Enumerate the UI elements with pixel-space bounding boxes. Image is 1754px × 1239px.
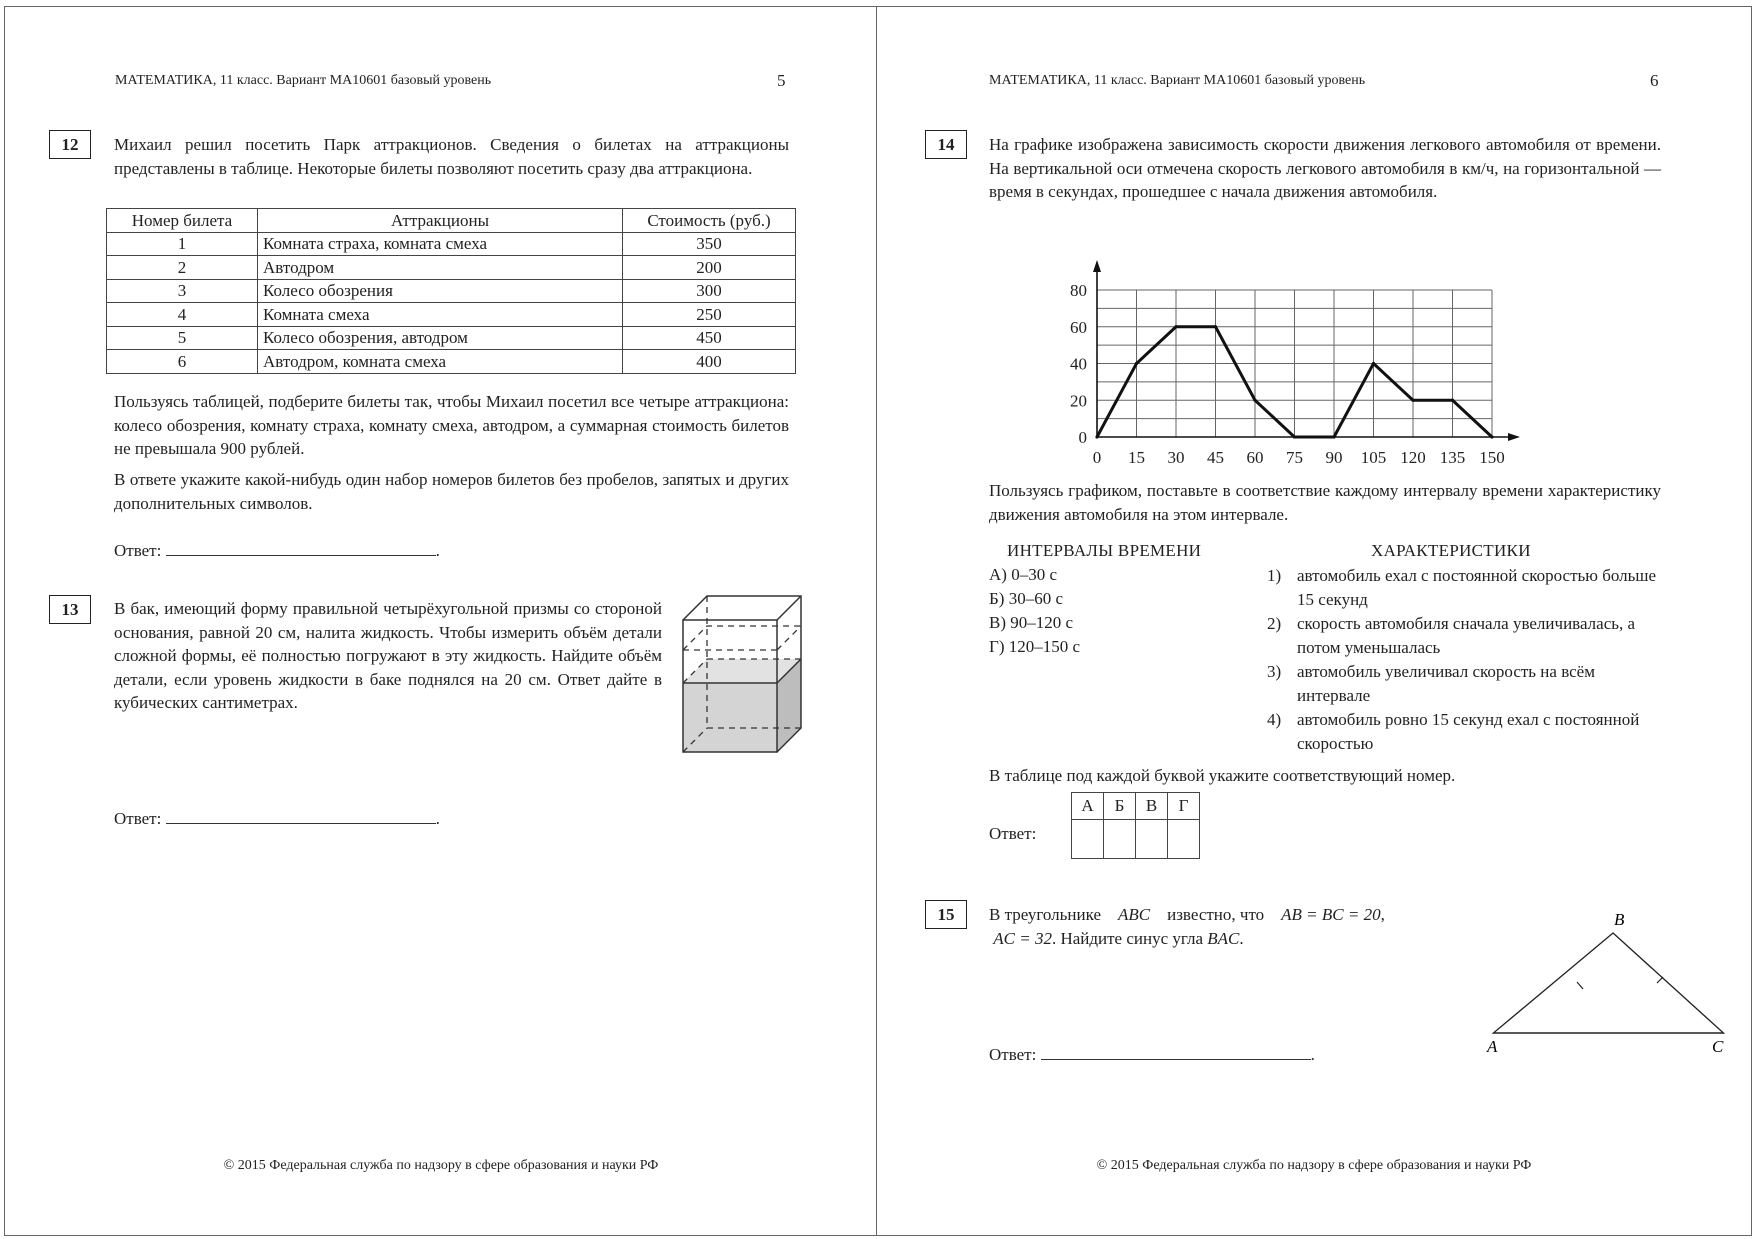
task15-text-part: известно, что [1167,905,1265,924]
y-tick-label: 60 [1070,317,1087,337]
data-point [1095,435,1098,438]
table-row [107,303,796,327]
interval-text: 30–60 с [1008,589,1063,608]
interval-item [989,589,1063,609]
ticket-attractions: Автодром [258,256,623,280]
data-point [1135,362,1138,365]
ticket-price: 250 [623,303,796,327]
page-footer: © 2015 Федеральная служба по надзору в сфере образования и науки РФ [1096,1158,1532,1173]
ticket-attractions: Колесо обозрения, автодром [258,326,623,350]
interval-text: 90–120 с [1010,613,1074,632]
task14-answer-label: Ответ: [989,824,1037,843]
left-page [4,6,878,1236]
y-axis-arrow [1093,260,1101,272]
liquid-front [683,683,777,752]
characteristic-text: автомобиль увеличивал скорость на всём интервале [1297,662,1595,705]
characteristic-text: скорость автомобиля сначала увеличивалась, а потом уменьшалась [1297,614,1636,657]
table-header-row [107,209,796,233]
y-tick-label: 80 [1070,281,1087,300]
table-row [107,279,796,303]
interval-text: 120–150 с [1008,637,1081,656]
table-row [107,326,796,350]
characteristic-text: автомобиль ровно 15 секунд ехал с постоянной скоростью [1297,710,1640,753]
ticket-attractions: Комната смеха [258,303,623,327]
ticket-number: 2 [107,256,258,280]
data-point [1490,435,1493,438]
task15-text-part: . Найдите синус угла [1051,928,1204,948]
ticket-attractions: Автодром, комната смеха [258,350,623,374]
tickets-table [106,208,796,374]
data-point [1411,399,1414,402]
column-header: Номер билета [107,209,258,233]
ticket-number: 3 [107,279,258,303]
answer-cell[interactable] [1136,820,1168,859]
ticket-number: 5 [107,326,258,350]
task15-math: AB = BC = 20 [1281,905,1381,924]
ticket-number: 1 [107,232,258,256]
ticket-price: 450 [623,326,796,350]
column-header: Аттракционы [258,209,623,233]
task13-answer: Ответ: . [114,809,440,828]
answer-label: Ответ: [114,809,162,828]
data-point [1293,435,1296,438]
answer-line[interactable] [1041,1045,1311,1060]
x-tick-label: 0 [1092,448,1102,467]
x-tick-label: 150 [1479,448,1505,467]
answer-cell[interactable] [1168,820,1200,859]
column-header: Стоимость (руб.) [623,209,796,233]
task-number-14: 14 [925,130,967,159]
y-tick-label: 40 [1070,354,1087,374]
task13-text: В бак, имеющий форму правильной четырёхугольной призмы со стороной основания, равной 20 см, налита жидкость. Чтобы измерить объём детали сложной формы, её полностью погружают в эту жидкость. Найдите объём детали, если уровень жидкости в баке поднялся на 20 см. Ответ дайте в кубических сантиметрах. [114,599,662,712]
characteristics-title: ХАРАКТЕРИСТИКИ [1371,541,1531,560]
y-tick-label: 0 [1078,428,1087,447]
task15-math: BAC [1207,928,1240,948]
interval-item [989,613,1073,633]
interval-letter: В) [989,613,1006,632]
x-tick-label: 45 [1207,448,1224,467]
ticket-price: 200 [623,256,796,280]
task-number-15: 15 [925,900,967,929]
task14-question: Пользуясь графиком, поставьте в соответствие каждому интервалу времени характеристику движения автомобиля на этом интервале. [989,481,1661,524]
x-axis-arrow [1508,433,1520,441]
task12-answer: Ответ: . [114,541,440,560]
x-tick-label: 60 [1246,448,1264,467]
ticket-price: 350 [623,232,796,256]
x-tick-label: 75 [1286,448,1303,467]
task15-text-part: В треугольнике [989,905,1101,924]
interval-letter: А) [989,565,1007,584]
ticket-price: 400 [623,350,796,374]
task15-text [989,903,1469,950]
answer-letter: В [1136,793,1168,820]
task15-math: ABC [1118,905,1151,924]
x-tick-label: 105 [1360,448,1387,467]
answer-letter: Г [1168,793,1200,820]
answer-label: Ответ: [989,1045,1037,1064]
characteristic-number: 2) [1267,614,1282,633]
answer-cell[interactable] [1072,820,1104,859]
answer-label: Ответ: [114,541,162,560]
task15-text-part: . [1239,928,1244,948]
task12-intro: Михаил решил посетить Парк аттракционов. Сведения о билетах на аттракционы представлены в таблице. Некоторые билеты позволяют посетить сразу два аттракциона. [114,135,789,178]
answer-cell[interactable] [1104,820,1136,859]
answer-cells-row [1072,820,1200,859]
data-point [1372,362,1375,365]
table-row [107,232,796,256]
characteristic-number: 1) [1267,566,1282,585]
data-point [1253,399,1256,402]
task12-question: Пользуясь таблицей, подберите билеты так, чтобы Михаил посетил все четыре аттракциона: колесо обозрения, комнату страха, комнату смеха, автодром, а суммарная стоимость билетов не превышала 900 рублей. [114,392,789,458]
vertex-a-label: A [1487,1037,1498,1056]
ticket-price: 300 [623,279,796,303]
interval-letter: Г) [989,637,1005,656]
ticket-attractions: Колесо обозрения [258,279,623,303]
task15-answer: Ответ: . [989,1045,1315,1064]
data-point [1332,435,1335,438]
ticket-number: 6 [107,350,258,374]
x-tick-label: 135 [1439,448,1466,467]
task14-intro: На графике изображена зависимость скорости движения легкового автомобиля от времени. На вертикальной оси отмечена скорость легкового автомобиля в км/ч, на горизонтальной — время в секундах, прошедшее с начала движения автомобиля. [989,135,1661,201]
task15-math: AC = 32 [993,928,1052,948]
page-footer: © 2015 Федеральная служба по надзору в сфере образования и науки РФ [223,1158,659,1173]
characteristic-number: 3) [1267,662,1282,681]
page-header: МАТЕМАТИКА, 11 класс. Вариант МА10601 базовый уровень [115,73,492,88]
table-row [107,256,796,280]
answer-table [1071,792,1200,859]
ticket-attractions: Комната страха, комната смеха [258,232,623,256]
task-number-13: 13 [49,595,91,624]
table-row [107,350,796,374]
data-point [1214,325,1217,328]
triangle-figure [1487,897,1727,1057]
prism-figure [675,592,795,757]
task-number-12: 12 [49,130,91,159]
answer-line[interactable] [166,809,436,824]
speed-time-chart [1070,235,1517,475]
x-tick-label: 15 [1128,448,1145,467]
y-tick-label: 20 [1070,391,1087,411]
data-point [1174,325,1177,328]
page-header: МАТЕМАТИКА, 11 класс. Вариант МА10601 базовый уровень [989,73,1366,88]
ticket-number: 4 [107,303,258,327]
task15-text-part: , [1380,905,1385,924]
x-tick-label: 90 [1325,448,1343,467]
page-number: 6 [1650,71,1659,90]
x-tick-label: 120 [1400,448,1426,467]
interval-text: 0–30 с [1011,565,1057,584]
characteristic-number: 4) [1267,710,1282,729]
vertex-b-label: B [1614,910,1625,929]
right-page [876,6,1752,1236]
page-number: 5 [777,71,786,90]
answer-letter: А [1072,793,1104,820]
task12-instruction: В ответе укажите какой-нибудь один набор номеров билетов без пробелов, запятых и других дополнительных символов. [114,470,789,513]
intervals-title: ИНТЕРВАЛЫ ВРЕМЕНИ [1007,541,1202,560]
interval-letter: Б) [989,589,1005,608]
interval-item [989,565,1057,585]
vertex-c-label: C [1712,1037,1724,1056]
answer-letters-row [1072,793,1200,820]
answer-line[interactable] [166,541,436,556]
answer-letter: Б [1104,793,1136,820]
data-point [1451,399,1454,402]
interval-item [989,637,1080,657]
task14-table-instruction: В таблице под каждой буквой укажите соответствующий номер. [989,766,1456,785]
x-tick-label: 30 [1167,448,1185,467]
characteristic-text: автомобиль ехал с постоянной скоростью больше 15 секунд [1297,566,1656,609]
